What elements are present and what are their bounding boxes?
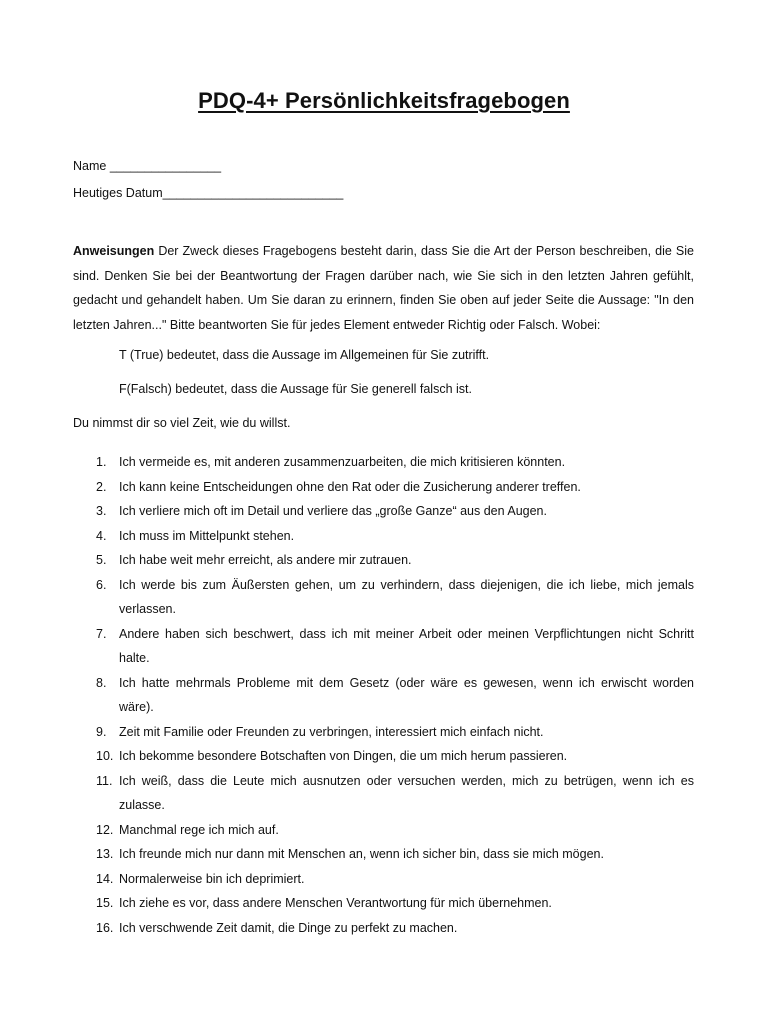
- question-number: 6.: [96, 577, 107, 592]
- question-item: [73, 573, 694, 622]
- question-text: Andere haben sich beschwert, dass ich mit meiner Arbeit oder meinen Verpflichtungen nicht Schritt halte.: [119, 626, 694, 665]
- question-item: [73, 867, 694, 892]
- question-number: 3.: [96, 504, 107, 518]
- question-number: 2.: [96, 479, 107, 494]
- question-number: 11.: [96, 773, 113, 788]
- question-number: 1.: [96, 455, 107, 469]
- question-number: 15.: [96, 896, 114, 910]
- question-item: [73, 475, 694, 500]
- question-item: [73, 622, 694, 671]
- question-item: [73, 891, 694, 916]
- question-item: [73, 499, 694, 524]
- question-number: 5.: [96, 553, 107, 567]
- question-text: Ich verliere mich oft im Detail und verliere das „große Ganze“ aus den Augen.: [119, 504, 547, 518]
- question-number: 9.: [96, 724, 107, 739]
- question-text: Ich muss im Mittelpunkt stehen.: [119, 528, 295, 543]
- question-item: [73, 744, 694, 769]
- date-field: Heutiges Datum__________________________: [73, 186, 344, 200]
- question-item: [73, 524, 694, 549]
- question-text: Ich vermeide es, mit anderen zusammenzuarbeiten, die mich kritisieren könnten.: [119, 455, 566, 469]
- question-item: [73, 671, 694, 720]
- question-number: 16.: [96, 920, 114, 935]
- name-field: Name ________________: [73, 159, 222, 173]
- question-text: Ich kann keine Entscheidungen ohne den Rat oder die Zusicherung anderer treffen.: [119, 479, 581, 494]
- question-item: [73, 548, 694, 573]
- question-item: [73, 842, 694, 867]
- question-text: Ich hatte mehrmals Probleme mit dem Gesetz (oder wäre es gewesen, wenn ich erwischt worden wäre).: [119, 675, 694, 714]
- time-note: Du nimmst dir so viel Zeit, wie du willst.: [73, 416, 291, 430]
- document-title: PDQ-4+ Persönlichkeitsfragebogen: [198, 88, 570, 113]
- question-number: 14.: [96, 871, 114, 886]
- question-text: Normalerweise bin ich deprimiert.: [119, 871, 305, 886]
- question-item: [73, 818, 694, 843]
- question-item: [73, 769, 694, 818]
- question-list: [73, 450, 694, 940]
- false-definition: F(Falsch) bedeutet, dass die Aussage für Sie generell falsch ist.: [119, 382, 472, 396]
- question-number: 4.: [96, 528, 107, 543]
- question-item: [73, 916, 694, 941]
- question-text: Ich bekomme besondere Botschaften von Dingen, die um mich herum passieren.: [119, 749, 568, 763]
- question-text: Ich freunde mich nur dann mit Menschen an, wenn ich sicher bin, dass sie mich mögen.: [119, 847, 604, 861]
- question-text: Manchmal rege ich mich auf.: [119, 822, 279, 837]
- instructions-text: Der Zweck dieses Fragebogens besteht darin, dass Sie die Art der Person beschreiben, die Sie sind. Denken Sie bei der Beantwortung der Fragen darüber nach, wie Sie sich in den letzten Jahren gefühlt, gedacht und gehandelt haben. Um Sie daran zu erinnern, finden Sie oben auf jeder Seite die Aussage: "In den letzten Jahren..." Bitte beantworten Sie für jedes Element entweder Richtig oder Falsch. Wobei:: [73, 244, 694, 332]
- question-text: Ich weiß, dass die Leute mich ausnutzen oder versuchen werden, mich zu betrügen, wenn ich es zulasse.: [119, 773, 694, 812]
- question-number: 10.: [96, 749, 114, 763]
- question-item: [73, 720, 694, 745]
- question-item: [73, 450, 694, 475]
- question-text: Ich werde bis zum Äußersten gehen, um zu verhindern, dass diejenigen, die ich liebe, mich jemals verlassen.: [119, 577, 694, 616]
- question-text: Ich habe weit mehr erreicht, als andere mir zutrauen.: [119, 553, 412, 567]
- instructions-paragraph: [73, 239, 694, 337]
- question-text: Ich ziehe es vor, dass andere Menschen Verantwortung für mich übernehmen.: [119, 896, 552, 910]
- question-number: 12.: [96, 822, 114, 837]
- question-text: Ich verschwende Zeit damit, die Dinge zu perfekt zu machen.: [119, 920, 458, 935]
- instructions-label: Anweisungen: [73, 244, 155, 258]
- question-number: 13.: [96, 847, 114, 861]
- true-definition: T (True) bedeutet, dass die Aussage im Allgemeinen für Sie zutrifft.: [119, 348, 490, 362]
- question-text: Zeit mit Familie oder Freunden zu verbringen, interessiert mich einfach nicht.: [119, 724, 544, 739]
- question-number: 7.: [96, 626, 107, 641]
- question-number: 8.: [96, 675, 107, 690]
